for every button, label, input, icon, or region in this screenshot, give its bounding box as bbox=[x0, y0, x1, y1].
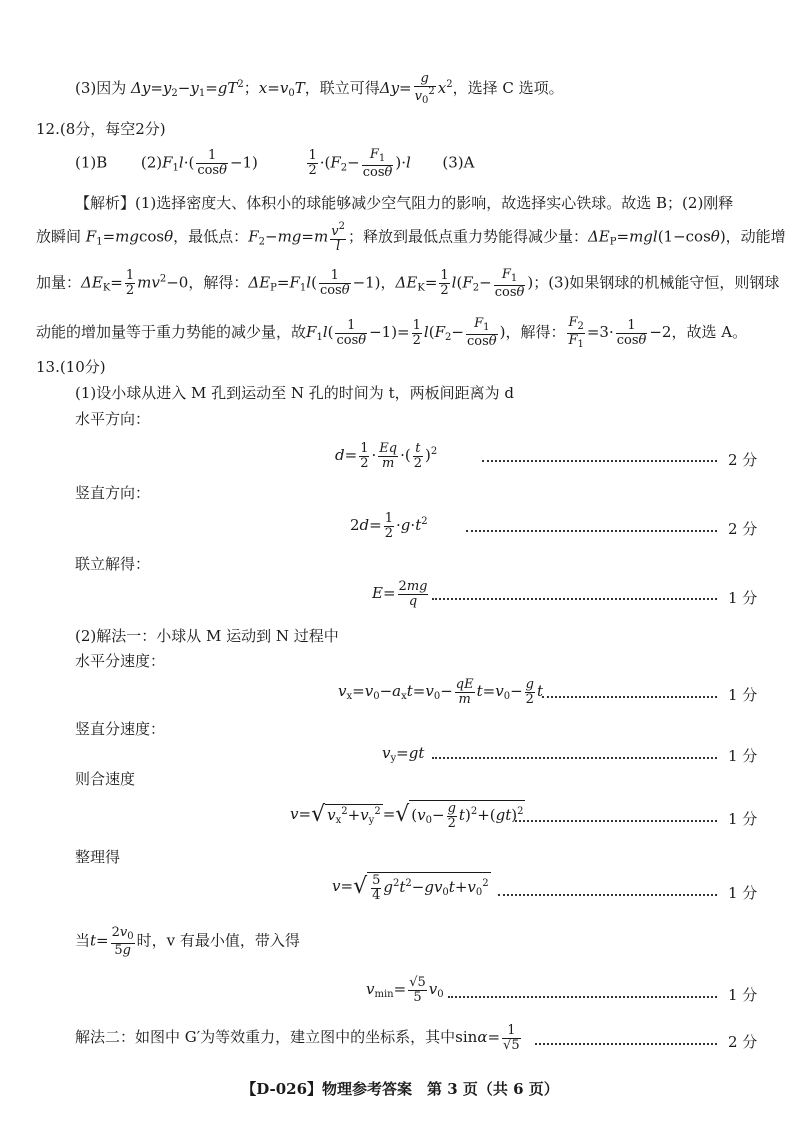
q13-vertical-label: 竖直方向： bbox=[75, 484, 151, 502]
q11-part3-line: (3)因为 $\Delta y=y_2-y_1=gT^2$；$x=v_0T$，联立可得Δy= $\frac{g}{v_0^2}$ $x^2$，选择 C 选项。 bbox=[75, 71, 564, 106]
score-label: 1 分 bbox=[728, 884, 758, 902]
q12-answers: (1)B $(2)F_1l\cdot$( $\frac{1}{\cos\theta}$ −1) $\frac{1}{2}$ $\cdot(F_2-$ $\frac{F_1}{\cos\theta}$ )·l (3)A bbox=[75, 147, 475, 180]
leader-dots bbox=[482, 460, 717, 462]
leader-dots bbox=[542, 696, 717, 698]
score-label: 2 分 bbox=[728, 1033, 758, 1051]
equation-horizontal-velocity: $v_x=v_0-a_xt=v_0-$ $\frac{qE}{m}$ $t=v_0-$ $\frac{g}{2}$ t bbox=[338, 677, 543, 707]
equation-combined-velocity: v= √ $v_x^2+v_y^2$ = √ ($v_0-$ $\frac{g}{2}$ t)$^2$+(gt)$^2$ bbox=[290, 801, 524, 831]
q13-vvel-label: 竖直分速度： bbox=[75, 720, 166, 738]
equation-field-strength: E= $\frac{2mg}{q}$ bbox=[372, 579, 428, 609]
equation-vertical: 2d= $\frac{1}{2}$ $\cdot g\cdot t^2$ bbox=[350, 511, 428, 541]
q13-header: 13.(10分) bbox=[36, 358, 106, 376]
score-label: 1 分 bbox=[728, 810, 758, 828]
leader-dots bbox=[448, 996, 717, 998]
q13-min-condition: 当t= $\frac{2v_0}{5g}$ 时，v 有最小值，带入得 bbox=[75, 925, 300, 958]
equation-arranged: v= √ $\frac{5}{4}$ $g^2t^2-gv_0t+v_0^2$ bbox=[332, 873, 489, 903]
q12-analysis-line3: 加量：$\Delta E_K=$ $\frac{1}{2}$ $mv^2-0$，解得：$\Delta E_P=F_1l$( $\frac{1}{\cos\theta}$ −1)，$\Delta E_K=$ $\frac{1}{2}$ $l(F_2-$ $\frac{F_1}{\cos\theta}$ )；(3)如果钢球的机械能守恒，则钢球 bbox=[36, 267, 780, 300]
q13-method2: 解法二：如图中 G′为等效重力，建立图中的坐标系，其中sinα= $\frac{1}{√5}$ bbox=[75, 1023, 520, 1053]
equation-vertical-velocity: $v_y=gt$ bbox=[382, 744, 425, 764]
equation-min-velocity: $v_{min}=$ $\frac{√5}{5}$ $v_0$ bbox=[366, 975, 444, 1005]
q12-analysis-line4: 动能的增加量等于重力势能的减少量，故$F_1l$( $\frac{1}{\cos\theta}$ −1)= $\frac{1}{2}$ $l(F_2-$ $\frac{F_1}{\cos\theta}$ )，解得： $\frac{F_2}{F_1}$ =3· $\frac{1}{\cos\theta}$ −2，故选 A。 bbox=[36, 315, 748, 350]
leader-dots bbox=[432, 757, 717, 759]
score-label: 1 分 bbox=[728, 986, 758, 1004]
page-footer: 【D-026】物理参考答案 第 3 页（共 6 页） bbox=[241, 1080, 559, 1098]
q12-header: 12.(8分，每空2分) bbox=[36, 120, 166, 138]
q13-part2-intro: (2)解法一：小球从 M 运动到 N 过程中 bbox=[75, 627, 339, 645]
equation-horizontal: d= $\frac{1}{2}$ · $\frac{Eq}{m}$ ·( $\frac{t}{2}$ )$^2$ bbox=[335, 441, 438, 471]
leader-dots bbox=[498, 894, 717, 896]
q13-part1-intro: (1)设小球从进入 M 孔到运动至 N 孔的时间为 t，两板间距离为 d bbox=[75, 384, 514, 402]
leader-dots bbox=[515, 820, 717, 822]
q13-solve-label: 联立解得： bbox=[75, 555, 151, 573]
q13-horizontal-label: 水平方向： bbox=[75, 410, 151, 428]
leader-dots bbox=[535, 1043, 717, 1045]
q12-analysis-line1: 【解析】(1)选择密度大、体积小的球能够减少空气阻力的影响，故选择实心铁球。故选 B；(2)刚释 bbox=[75, 194, 734, 212]
q13-combined-label: 则合速度 bbox=[75, 770, 136, 788]
leader-dots bbox=[466, 530, 717, 532]
q13-arrange-label: 整理得 bbox=[75, 848, 121, 866]
leader-dots bbox=[432, 598, 717, 600]
score-label: 2 分 bbox=[728, 520, 758, 538]
score-label: 1 分 bbox=[728, 747, 758, 765]
score-label: 2 分 bbox=[728, 451, 758, 469]
q12-analysis-line2: 放瞬间 $F_1=mgcos\theta$，最低点：$F_2-mg=m$ $\frac{v^2}{l}$ ；释放到最低点重力势能得减少量：$\Delta E_P=mgl(1-\cos\theta)$，动能增 bbox=[36, 221, 786, 254]
score-label: 1 分 bbox=[728, 589, 758, 607]
q13-hvel-label: 水平分速度： bbox=[75, 652, 166, 670]
score-label: 1 分 bbox=[728, 686, 758, 704]
